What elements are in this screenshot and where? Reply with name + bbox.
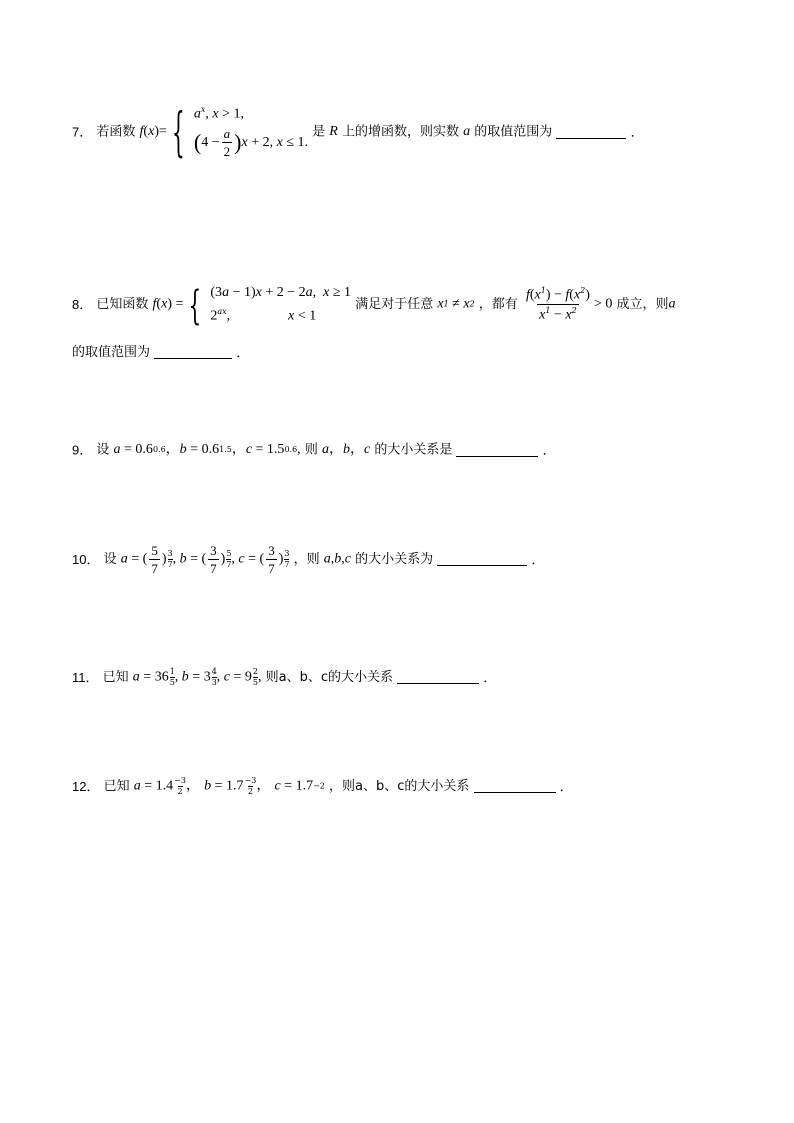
difference-quotient: $\frac{f(x^1) - f(x^2)}{x^1 - x^2}$ bbox=[525, 285, 590, 323]
brace: { bbox=[188, 280, 202, 329]
piecewise-function: $a^x$, x > 1, (4 − $\frac{a}{2}$ )x + 2, x ≤ 1. bbox=[193, 105, 308, 160]
piecewise-function: (3a − 1)x + 2 − 2a, x ≥ 1 $2^{ax}$, x < 1 bbox=[210, 285, 352, 324]
formula: f bbox=[152, 296, 157, 312]
answer-blank[interactable] bbox=[474, 780, 556, 793]
question-text: 则 bbox=[304, 442, 318, 458]
question-number: 12． bbox=[72, 779, 100, 794]
question-number: 9． bbox=[72, 442, 93, 458]
question-7: 7． 若函数 f(x)= { $a^x$, x > 1, (4 − $\frac{a}{2}$ )x + 2, x ≤ 1. 是 R 上的增函数，则实数 a 的取值范围为 ． bbox=[72, 100, 644, 164]
question-number: 10． bbox=[72, 552, 100, 567]
question-text: 已知函数 bbox=[96, 297, 149, 313]
question-text: 上的增函数，则实数 bbox=[342, 124, 460, 140]
question-text: 已知 bbox=[103, 779, 130, 794]
question-text: ，则 bbox=[293, 552, 320, 567]
question-11: 11． 已知 a = 36 $\frac{1}{5}$ , b = 3 $\frac{4}{3}$ , c = 9 $\frac{2}{5}$ , 则a、b、c的大小关系 ． bbox=[72, 667, 497, 687]
question-text: 已知 bbox=[102, 670, 129, 685]
end-mark: ． bbox=[542, 442, 556, 458]
question-number: 7． bbox=[72, 124, 93, 140]
end-mark: ． bbox=[630, 124, 644, 140]
end-mark: ． bbox=[559, 779, 573, 794]
formula: f bbox=[139, 124, 144, 140]
question-text: ，都有 bbox=[478, 297, 518, 313]
question-text: 满足对于任意 bbox=[355, 297, 434, 313]
question-text: 的大小关系是 bbox=[374, 442, 453, 458]
question-8: 8． 已知函数 f(x) = { (3a − 1)x + 2 − 2a, x ≥ 1 $2^{ax}$, x < 1 满足对于任意 x1 ≠ x2 ，都有 $\frac{f(x^1) - f(x^2)}{x^1 - x^2}$ > 0 成立，则a bbox=[72, 280, 676, 329]
question-text: 若函数 bbox=[96, 124, 136, 140]
formula: a bbox=[463, 124, 471, 140]
question-text: 是 bbox=[312, 124, 326, 140]
question-text: 成立，则 bbox=[616, 297, 669, 313]
question-12: 12． 已知 a = 1.4 $\frac{-3}{2}$ ， b = 1.7 $\frac{-3}{2}$ ， c = 1.7−2 ，则a、b、c的大小关系 ． bbox=[72, 776, 573, 796]
question-9: 9． 设 a = 0.60.6，b = 0.61.5，c = 1.50.6, 则 a，b，c 的大小关系是 ． bbox=[72, 442, 556, 458]
answer-blank[interactable] bbox=[437, 553, 527, 566]
answer-blank[interactable] bbox=[397, 671, 479, 684]
question-text: 设 bbox=[96, 442, 110, 458]
end-mark: ． bbox=[236, 345, 250, 360]
question-text: 的取值范围为 bbox=[474, 124, 553, 140]
question-8-line-2 bbox=[72, 346, 249, 359]
question-text: 设 bbox=[103, 552, 117, 567]
brace: { bbox=[172, 100, 185, 164]
question-text: 则a、b、c的大小关系 bbox=[265, 670, 394, 685]
question-text: ，则a、b、c的大小关系 bbox=[329, 779, 470, 794]
answer-blank[interactable] bbox=[556, 126, 626, 139]
question-number: 8． bbox=[72, 297, 93, 313]
question-10: 10． 设 a = ( $\frac{5}{7}$ ) $\frac{3}{7}$ , b = ( $\frac{3}{7}$ ) $\frac{5}{7}$ , c = ( $\frac{3}{7}$ ) $\frac{3}{7}$ ，则 a,b,c 的大小关系为 ． bbox=[72, 543, 545, 576]
answer-blank[interactable] bbox=[154, 346, 232, 359]
question-number: 11． bbox=[72, 670, 99, 685]
question-text: 的大小关系为 bbox=[355, 552, 434, 567]
formula: R bbox=[329, 124, 338, 140]
question-text: 的取值范围为 bbox=[72, 345, 151, 360]
end-mark: ． bbox=[531, 552, 545, 567]
end-mark: ． bbox=[483, 670, 497, 685]
answer-blank[interactable] bbox=[456, 444, 538, 457]
